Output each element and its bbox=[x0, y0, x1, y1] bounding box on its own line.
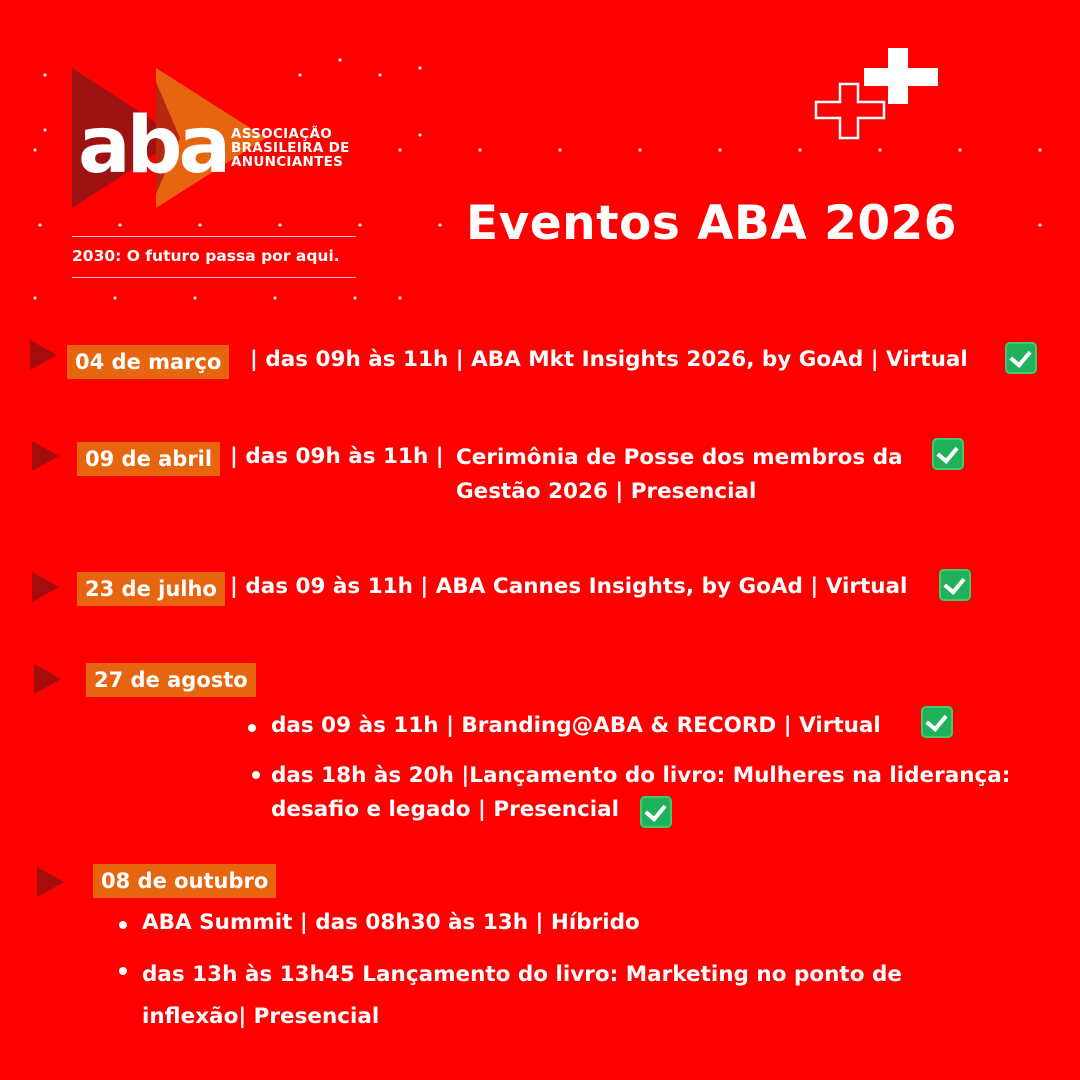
triangle-arrow-icon bbox=[34, 664, 61, 694]
event-item: das 09 às 11h | Branding@ABA & RECORD | Virtual bbox=[271, 713, 881, 738]
green-check-icon bbox=[932, 438, 964, 470]
logo-text-line: ANUNCIANTES bbox=[231, 154, 344, 170]
plus-cross-icon bbox=[812, 44, 944, 144]
event-text: Cerimônia de Posse dos membros da Gestão 2026 | Presencial bbox=[456, 445, 903, 504]
bullet bbox=[252, 771, 260, 779]
bullet bbox=[119, 967, 127, 975]
event-date: 09 de abril bbox=[77, 442, 220, 476]
triangle-arrow-icon bbox=[37, 867, 64, 897]
page-title: Eventos ABA 2026 bbox=[466, 196, 957, 251]
event-time: | das 09h às 11h | bbox=[230, 444, 444, 469]
triangle-arrow-icon bbox=[30, 340, 57, 370]
divider bbox=[72, 277, 356, 278]
logo-text-line: BRASILEIRA DE bbox=[231, 140, 350, 156]
divider bbox=[72, 236, 356, 237]
event-date: 08 de outubro bbox=[93, 864, 276, 898]
bullet bbox=[248, 724, 256, 732]
event-item: das 13h às 13h45 Lançamento do livro: Marketing no ponto de inflexão| Presencial bbox=[142, 962, 902, 1029]
event-date: 23 de julho bbox=[77, 572, 225, 606]
tagline: 2030: O futuro passa por aqui. bbox=[72, 247, 340, 265]
bullet bbox=[119, 921, 127, 929]
event-item: das 18h às 20h |Lançamento do livro: Mulheres na liderança: desafio e legado | Presencial bbox=[271, 763, 1011, 822]
event-date: 27 de agosto bbox=[86, 663, 256, 697]
event-text: | das 09 às 11h | ABA Cannes Insights, by GoAd | Virtual bbox=[230, 574, 908, 599]
green-check-icon bbox=[939, 569, 971, 601]
triangle-arrow-icon bbox=[32, 441, 59, 471]
logo-wordmark: aba bbox=[78, 101, 228, 191]
logo-text-line: ASSOCIAÇÃO bbox=[231, 126, 332, 142]
triangle-arrow-icon bbox=[32, 572, 59, 602]
event-date: 04 de março bbox=[67, 345, 229, 379]
green-check-icon bbox=[921, 706, 953, 738]
event-item: ABA Summit | das 08h30 às 13h | Híbrido bbox=[142, 910, 640, 935]
logo-text bbox=[231, 127, 350, 169]
green-check-icon bbox=[640, 796, 672, 828]
event-text: | das 09h às 11h | ABA Mkt Insights 2026, by GoAd | Virtual bbox=[250, 347, 968, 372]
green-check-icon bbox=[1005, 342, 1037, 374]
